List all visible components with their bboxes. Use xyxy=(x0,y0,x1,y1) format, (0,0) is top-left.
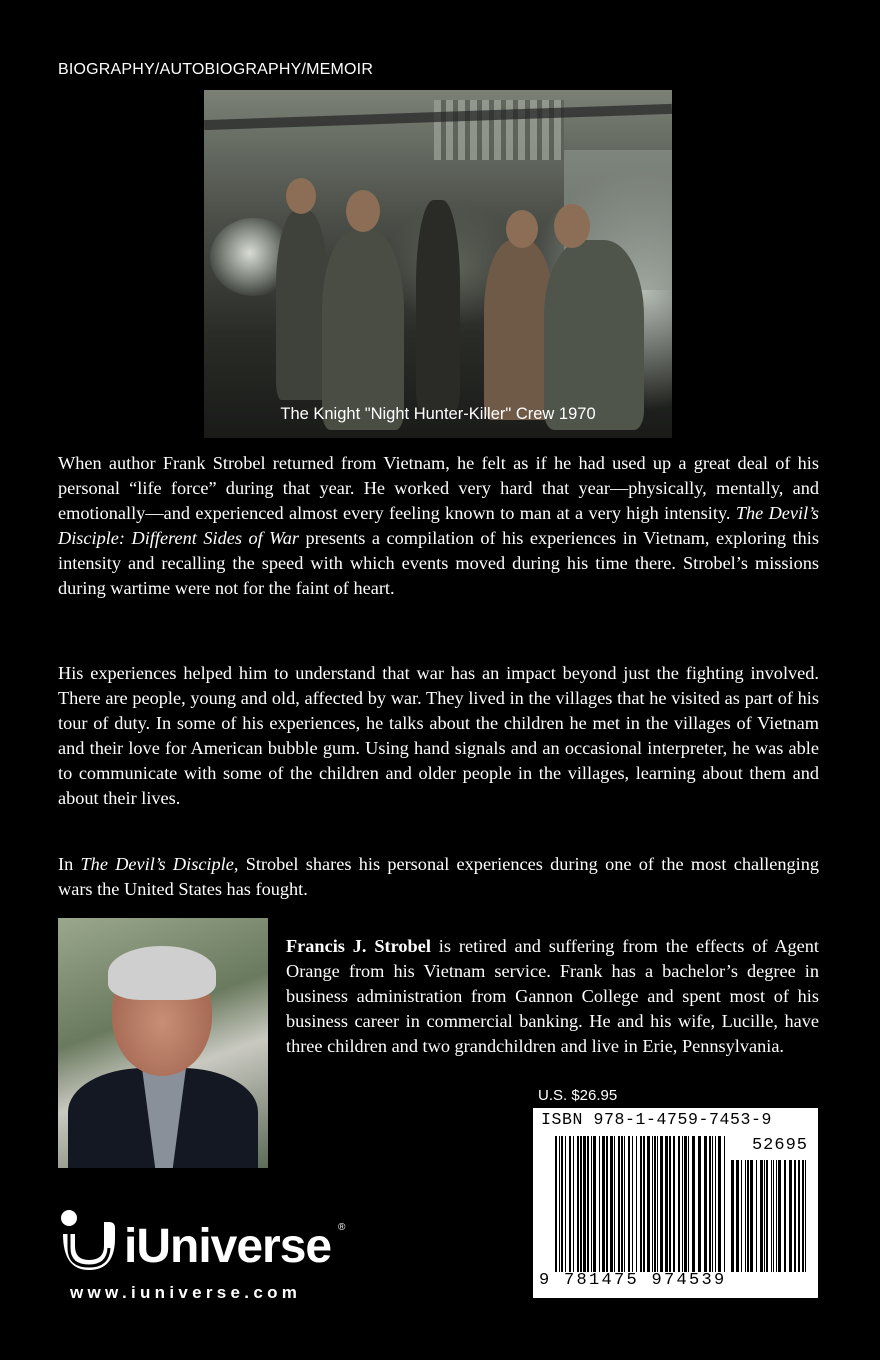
author-name: Francis J. Strobel xyxy=(286,936,431,956)
minigun xyxy=(416,200,460,410)
crew-member-3-head xyxy=(506,210,538,248)
description-paragraph-2: His experiences helped him to understand that war has an impact beyond just the fighting involved. There are people, young and old, affected by war. They lived in the villages that he visited as part of his tour of duty. In some of his experiences, he talks about the children he met in the villages of Vietnam and their love for American bubble gum. Using hand signals and an occasional interpreter, he was able to communicate with some of the children and older people in the villages, learning about them and about their lives. xyxy=(58,663,819,809)
publisher-website[interactable]: www.iuniverse.com xyxy=(70,1283,302,1302)
crew-member-4-head xyxy=(554,204,590,248)
author-bio: Francis J. Strobel is retired and suffering from the effects of Agent Orange from his Vietnam service. Frank has a bachelor’s degree in business administration from Gannon College and spent most of his business career in commercial banking. He and his wife, Lucille, have three children and two grandchildren and live in Erie, Pennsylvania. xyxy=(286,936,819,1057)
price-code: 52695 xyxy=(751,1136,808,1155)
isbn-barcode xyxy=(533,1108,818,1298)
category-label: BIOGRAPHY/AUTOBIOGRAPHY/MEMOIR xyxy=(58,61,374,78)
photo-caption: The Knight "Night Hunter-Killer" Crew 1970 xyxy=(280,405,596,423)
description-paragraph-3: In The Devil’s Disciple, Strobel shares his personal experiences during one of the most challenging wars the United States has fought. xyxy=(58,854,819,900)
crew-photo xyxy=(204,90,672,438)
publisher-name: iUniverse xyxy=(124,1220,332,1273)
addon-barcode-bars xyxy=(731,1160,809,1272)
price-label: U.S. $26.95 xyxy=(538,1087,618,1104)
crew-member-1 xyxy=(276,210,328,400)
crew-member-2 xyxy=(322,230,404,430)
barcode-digits: 9 781475 974539 xyxy=(539,1271,727,1290)
registered-mark: ® xyxy=(338,1222,346,1233)
crew-member-2-head xyxy=(346,190,380,232)
main-barcode-bars xyxy=(555,1136,727,1272)
description-paragraph-1: When author Frank Strobel returned from Vietnam, he felt as if he had used up a great deal of his personal “life force” during that year. He worked very hard that year—physically, mentally, and emotionally—and experienced almost every feeling known to man at a very high intensity. The Devil’s Disciple: Different Sides of War presents a compilation of his experiences in Vietnam, exploring this intensity and recalling the speed with which events moved during his time there. Strobel’s missions during wartime were not for the faint of heart. xyxy=(58,453,819,599)
isbn-number: ISBN 978-1-4759-7453-9 xyxy=(541,1110,773,1129)
crew-member-1-head xyxy=(286,178,316,214)
book-title: The Devil’s Disciple: Different Sides of War xyxy=(58,503,819,549)
book-title-short: The Devil’s Disciple xyxy=(80,854,234,874)
author-hair xyxy=(108,946,216,1000)
crew-member-4 xyxy=(544,240,644,430)
author-photo xyxy=(58,918,268,1168)
